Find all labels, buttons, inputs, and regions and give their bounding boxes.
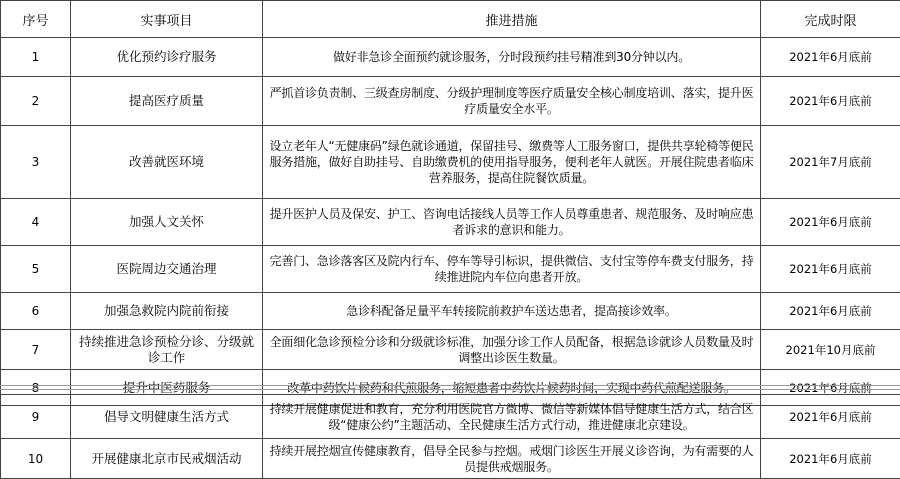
row-number: 4: [1, 199, 71, 246]
table-row: [1, 395, 900, 439]
row-deadline: 2021年6月底前: [761, 370, 900, 406]
row-deadline: 2021年6月底前: [761, 77, 900, 126]
row-item: 医院周边交通治理: [71, 246, 263, 293]
row-number: 5: [1, 246, 71, 293]
measures-table-continued: [0, 394, 900, 479]
table-row: [1, 126, 900, 199]
row-number: 2: [1, 77, 71, 126]
row-item: 持续推进急诊预检分诊、分级就诊工作: [71, 330, 263, 370]
table-row: [1, 199, 900, 246]
row-number: 7: [1, 330, 71, 370]
table-row: [1, 439, 900, 479]
row-deadline: 2021年6月底前: [761, 199, 900, 246]
table-row: [1, 38, 900, 77]
row-number: 1: [1, 38, 71, 77]
row-item: 提升中医药服务: [71, 370, 263, 406]
header-row: [1, 1, 900, 38]
row-measure: 全面细化急诊预检分诊和分级就诊标准，加强分诊工作人员配备，根据急诊就诊人员数量及时调整出诊医生数量。: [263, 330, 761, 370]
row-measure: 持续开展健康促进和教育，充分利用医院官方微博、微信等新媒体倡导健康生活方式，结合区级“健康公约”主题活动、全民健康生活方式行动，推进健康北京建设。: [263, 395, 761, 439]
row-deadline: 2021年6月底前: [761, 439, 900, 479]
table-row: [1, 246, 900, 293]
row-item: 优化预约诊疗服务: [71, 38, 263, 77]
row-number: 3: [1, 126, 71, 199]
row-deadline: 2021年10月底前: [761, 330, 900, 370]
row-number: 9: [1, 395, 71, 439]
header-deadline: 完成时限: [761, 1, 900, 38]
row-deadline: 2021年6月底前: [761, 38, 900, 77]
row-measure: 严抓首诊负责制、三级查房制度、分级护理制度等医疗质量安全核心制度培训、落实，提升医疗质量安全水平。: [263, 77, 761, 126]
row-item: 改善就医环境: [71, 126, 263, 199]
row-item: 倡导文明健康生活方式: [71, 395, 263, 439]
row-item: 加强急救院内院前衔接: [71, 293, 263, 330]
row-measure: 急诊科配备足量平车转接院前救护车送达患者，提高接诊效率。: [263, 293, 761, 330]
row-deadline: 2021年6月底前: [761, 293, 900, 330]
header-measure: 推进措施: [263, 1, 761, 38]
row-number: 6: [1, 293, 71, 330]
table-row: [1, 293, 900, 330]
row-number: 8: [1, 370, 71, 406]
table-row: [1, 330, 900, 370]
row-item: 加强人文关怀: [71, 199, 263, 246]
page-break-gap: [0, 382, 900, 394]
row-deadline: 2021年6月底前: [761, 246, 900, 293]
row-deadline: 2021年7月底前: [761, 126, 900, 199]
row-number: 10: [1, 439, 71, 479]
row-measure: 提升医护人员及保安、护工、咨询电话接线人员等工作人员尊重患者、规范服务、及时响应患者诉求的意识和能力。: [263, 199, 761, 246]
row-measure: 做好非急诊全面预约就诊服务，分时段预约挂号精准到30分钟以内。: [263, 38, 761, 77]
header-num: 序号: [1, 1, 71, 38]
row-measure: 设立老年人“无健康码”绿色就诊通道，保留挂号、缴费等人工服务窗口，提供共享轮椅等便民服务措施，做好自助挂号、自助缴费机的使用指导服务，便利老年人就医。开展住院患者临床营养服务，提高住院餐饮质量。: [263, 126, 761, 199]
row-measure: 改革中药饮片候药和代煎服务，缩短患者中药饮片候药时间，实现中药代煎配送服务。: [263, 370, 761, 406]
row-measure: 完善门、急诊落客区及院内行车、停车等导引标识，提供微信、支付宝等停车费支付服务，持续推进院内车位向患者开放。: [263, 246, 761, 293]
row-deadline: 2021年6月底前: [761, 395, 900, 439]
row-item: 开展健康北京市民戒烟活动: [71, 439, 263, 479]
table-row: [1, 77, 900, 126]
header-item: 实事项目: [71, 1, 263, 38]
row-item: 提高医疗质量: [71, 77, 263, 126]
row-measure: 持续开展控烟宣传健康教育，倡导全民参与控烟。戒烟门诊医生开展义诊咨询，为有需要的人员提供戒烟服务。: [263, 439, 761, 479]
